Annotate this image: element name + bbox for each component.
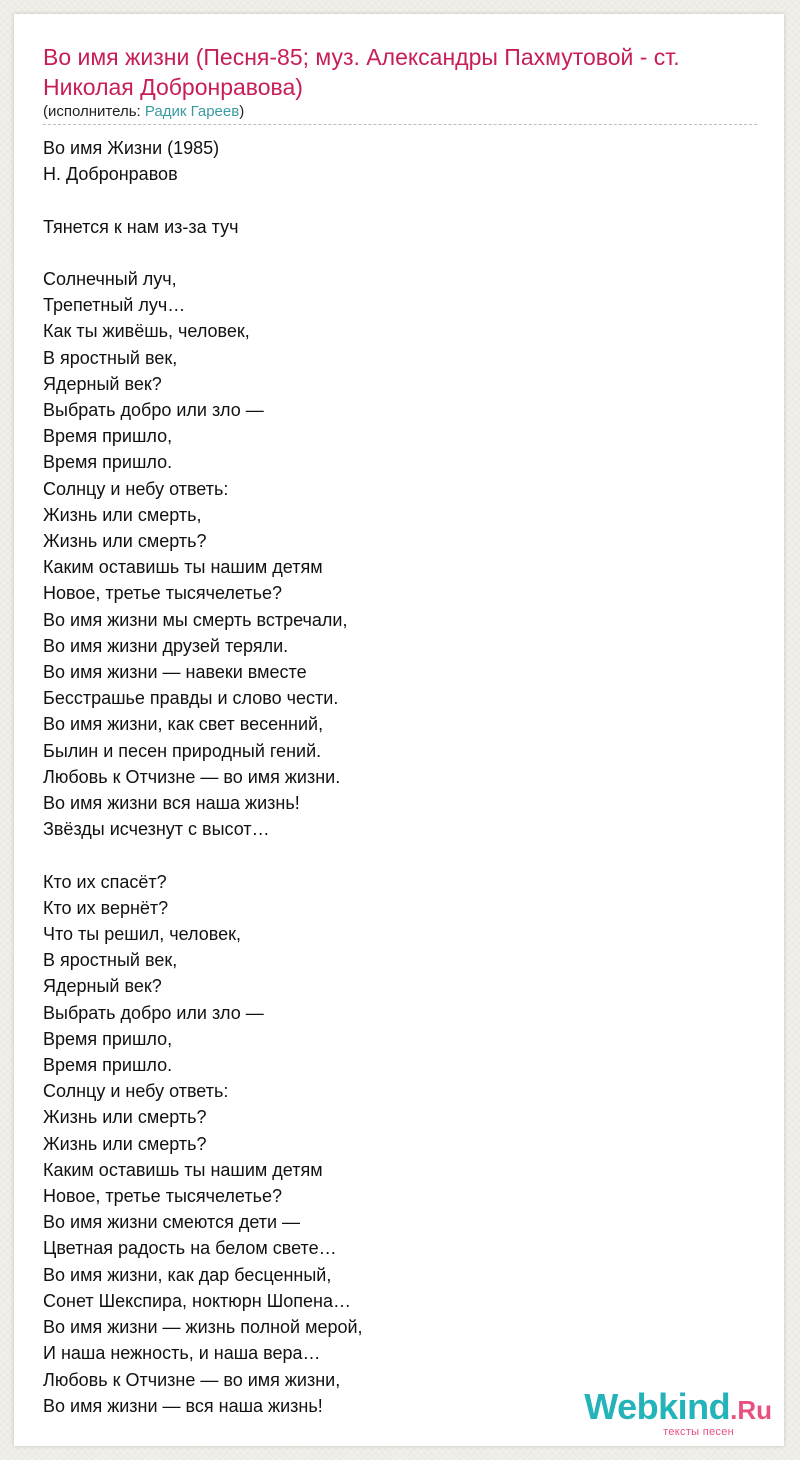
lyric-line: Солнечный луч, <box>43 268 177 289</box>
lyric-line: Во имя жизни вся наша жизнь! <box>43 793 300 814</box>
lyric-line: Во имя жизни друзей теряли. <box>43 635 289 656</box>
lyric-line: Новое, третье тысячелетье? <box>43 1186 282 1207</box>
lyric-line <box>43 240 763 266</box>
lyric-line: Кто их вернёт? <box>43 897 169 918</box>
lyric-line: Выбрать добро или зло — <box>43 400 264 420</box>
lyric-line: Жизнь или смерть, <box>43 504 202 525</box>
lyric-line: Жизнь или смерть? <box>43 531 207 552</box>
lyric-line: Н. Добронравов <box>43 164 178 185</box>
performer-line <box>43 103 244 121</box>
lyric-line <box>43 842 763 868</box>
lyric-line: Солнцу и небу ответь: <box>43 1081 229 1102</box>
lyric-line: В яростный век, <box>43 950 178 971</box>
lyric-line: Звёзды исчезнут с высот… <box>43 819 270 840</box>
logo-tld: .Ru <box>730 1395 772 1425</box>
lyric-line: Во имя жизни — вся наша жизнь! <box>43 1395 323 1416</box>
lyric-line: И наша нежность, и наша вера… <box>43 1343 321 1364</box>
lyric-line: Каким оставишь ты нашим детям <box>43 557 323 578</box>
lyric-line: Выбрать добро или зло — <box>43 1002 264 1023</box>
title-divider <box>43 124 757 125</box>
logo-name: Webkind <box>584 1386 731 1427</box>
lyric-line: Каким оставишь ты нашим детям <box>43 1159 323 1180</box>
lyric-line: Время пришло, <box>43 1028 173 1049</box>
lyric-line: Бесстрашье правды и слово чести. <box>43 688 339 709</box>
lyric-line: Солнцу и небу ответь: <box>43 478 229 499</box>
lyric-line <box>43 187 763 213</box>
performer-suffix: ) <box>239 103 245 120</box>
lyric-line: Кто их спасёт? <box>43 871 167 892</box>
lyric-line: Жизнь или смерть? <box>43 1107 207 1128</box>
lyric-line: Жизнь или смерть? <box>43 1133 207 1154</box>
lyric-line: Во имя жизни, как дар бесценный, <box>43 1264 332 1285</box>
lyric-line: Тянется к нам из-за туч <box>43 216 239 237</box>
lyric-line: Ядерный век? <box>43 373 162 394</box>
lyric-line: Как ты живёшь, человек, <box>43 321 250 342</box>
lyric-line: Трепетный луч… <box>43 295 186 316</box>
lyric-line: Ядерный век? <box>43 976 162 997</box>
lyric-line: Во имя жизни мы смерть встречали, <box>43 609 348 630</box>
lyric-line: Во имя Жизни (1985) <box>43 138 220 158</box>
performer-prefix: (исполнитель: <box>43 103 145 120</box>
lyric-line: Во имя жизни — навеки вместе <box>43 662 307 683</box>
lyric-line: Что ты решил, человек, <box>43 924 242 945</box>
webkind-logo[interactable] <box>584 1386 772 1438</box>
lyric-line: Сонет Шекспира, ноктюрн Шопена… <box>43 1290 351 1311</box>
lyric-line: Во имя жизни, как свет весенний, <box>43 714 324 735</box>
lyric-line: Былин и песен природный гений. <box>43 740 322 761</box>
lyric-line: В яростный век, <box>43 347 178 368</box>
lyric-line: Время пришло. <box>43 452 173 473</box>
lyric-line: Во имя жизни — жизнь полной мерой, <box>43 1317 363 1338</box>
lyric-line: Во имя жизни смеются дети — <box>43 1212 301 1233</box>
song-title: Во имя жизни (Песня-85; муз. Александры Пахмутовой - ст. Николая Добронравова) <box>43 44 680 100</box>
logo-wordmark <box>584 1386 772 1428</box>
lyric-line: Любовь к Отчизне — во имя жизни, <box>43 1369 341 1390</box>
lyric-line: Любовь к Отчизне — во имя жизни. <box>43 766 341 787</box>
lyrics-text <box>43 135 763 1419</box>
lyric-line: Время пришло. <box>43 1055 173 1076</box>
logo-tagline: тексты песен <box>663 1426 734 1438</box>
lyric-line: Время пришло, <box>43 426 173 447</box>
lyric-line: Новое, третье тысячелетье? <box>43 583 282 604</box>
lyric-line: Цветная радость на белом свете… <box>43 1238 337 1259</box>
performer-link[interactable]: Радик Гареев <box>144 103 240 120</box>
